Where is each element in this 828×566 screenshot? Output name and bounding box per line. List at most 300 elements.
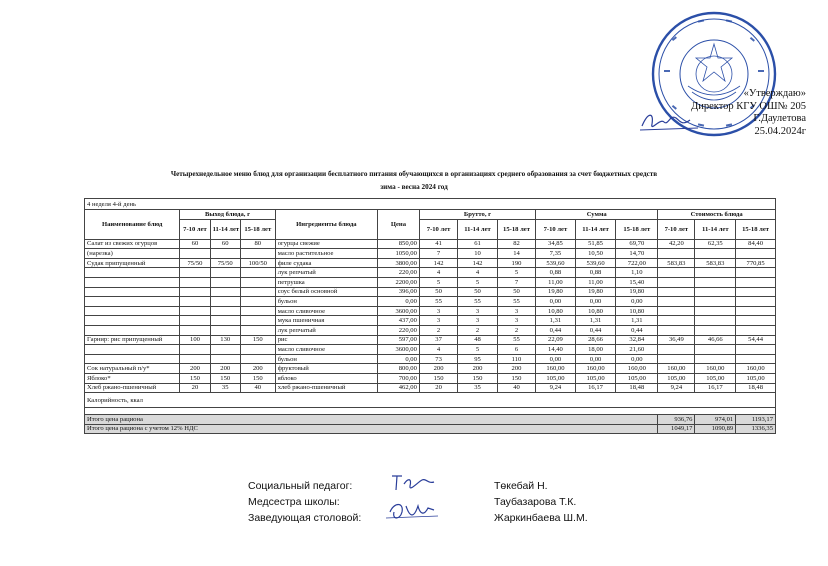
- brutto-cell: 7: [419, 249, 457, 259]
- ingredient-name: филе судака: [275, 258, 377, 268]
- signature-name: Таубазарова Т.К.: [494, 496, 577, 508]
- ingredient-name: петрушка: [275, 277, 377, 287]
- output-cell: [240, 316, 275, 326]
- calories-row: [85, 393, 776, 408]
- output-cell: 130: [210, 335, 240, 345]
- brutto-cell: 82: [497, 239, 535, 249]
- signature-role: Заведующая столовой:: [248, 512, 362, 524]
- header-dish: Наименование блюд: [85, 210, 180, 240]
- brutto-cell: 48: [458, 335, 498, 345]
- cost-cell: [736, 316, 776, 326]
- brutto-cell: 142: [419, 258, 457, 268]
- header-output-age1: 7-10 лет: [180, 219, 210, 239]
- price-cell: 2200,00: [378, 277, 420, 287]
- ingredient-name: лук репчатый: [275, 268, 377, 278]
- brutto-cell: 5: [458, 277, 498, 287]
- header-price: Цена: [378, 210, 420, 240]
- sum-cell: 22,09: [536, 335, 576, 345]
- sum-cell: 1,10: [616, 268, 658, 278]
- price-cell: 220,00: [378, 325, 420, 335]
- dish-name: [85, 277, 180, 287]
- output-cell: 75/50: [210, 258, 240, 268]
- price-cell: 0,00: [378, 354, 420, 364]
- sum-cell: 19,80: [536, 287, 576, 297]
- cost-cell: [736, 287, 776, 297]
- dish-name: Хлеб ржано-пшеничный: [85, 383, 180, 393]
- output-cell: [240, 268, 275, 278]
- cost-cell: [658, 345, 695, 355]
- brutto-cell: 190: [497, 258, 535, 268]
- dish-name: [85, 297, 180, 307]
- sum-cell: 28,66: [575, 335, 616, 345]
- sum-cell: 16,17: [575, 383, 616, 393]
- sum-cell: 10,80: [616, 306, 658, 316]
- output-cell: [180, 345, 210, 355]
- spacer-cell: [85, 408, 776, 415]
- output-cell: [210, 268, 240, 278]
- table-row: [85, 373, 776, 383]
- brutto-cell: 50: [458, 287, 498, 297]
- header-cost-age1: 7-10 лет: [658, 219, 695, 239]
- brutto-cell: 3: [419, 316, 457, 326]
- signature-name: Жаркинбаева Ш.М.: [494, 512, 588, 524]
- total-vat-value: 1090,89: [695, 424, 736, 434]
- signature-role: Социальный педагог:: [248, 480, 353, 492]
- signature-role: Медсестра школы:: [248, 496, 340, 508]
- sum-cell: 32,84: [616, 335, 658, 345]
- brutto-cell: 4: [458, 268, 498, 278]
- cost-cell: [658, 268, 695, 278]
- sum-cell: 0,44: [536, 325, 576, 335]
- brutto-cell: 55: [419, 297, 457, 307]
- price-cell: 3600,00: [378, 345, 420, 355]
- output-cell: [240, 345, 275, 355]
- ingredient-name: масло растительное: [275, 249, 377, 259]
- brutto-cell: 55: [458, 297, 498, 307]
- header-ingredients: Ингредиенты блюда: [275, 210, 377, 240]
- cost-cell: 62,35: [695, 239, 736, 249]
- brutto-cell: 20: [419, 383, 457, 393]
- signature-name: Төкебай Н.: [494, 480, 548, 492]
- menu-table: [84, 198, 776, 434]
- ingredient-name: рис: [275, 335, 377, 345]
- price-cell: 3600,00: [378, 306, 420, 316]
- table-row: [85, 297, 776, 307]
- sum-cell: 0,44: [616, 325, 658, 335]
- header-brutto: Брутто, г: [419, 210, 535, 220]
- cost-cell: [695, 345, 736, 355]
- ingredient-name: огурцы свежие: [275, 239, 377, 249]
- brutto-cell: 150: [497, 373, 535, 383]
- sum-cell: 15,40: [616, 277, 658, 287]
- brutto-cell: 110: [497, 354, 535, 364]
- brutto-cell: 2: [497, 325, 535, 335]
- table-row: [85, 287, 776, 297]
- ingredient-name: бульон: [275, 297, 377, 307]
- output-cell: [210, 277, 240, 287]
- cost-cell: [658, 277, 695, 287]
- cost-cell: [658, 325, 695, 335]
- cost-cell: 36,49: [658, 335, 695, 345]
- output-cell: 80: [240, 239, 275, 249]
- day-label: 4 неделя 4-й день: [85, 199, 776, 210]
- output-cell: [240, 277, 275, 287]
- output-cell: 60: [210, 239, 240, 249]
- output-cell: [180, 325, 210, 335]
- dish-name: [85, 316, 180, 326]
- ingredient-name: масло сливочное: [275, 345, 377, 355]
- brutto-cell: 150: [458, 373, 498, 383]
- brutto-cell: 55: [497, 335, 535, 345]
- brutto-cell: 4: [419, 268, 457, 278]
- cost-cell: [736, 277, 776, 287]
- cost-cell: 84,40: [736, 239, 776, 249]
- brutto-cell: 35: [458, 383, 498, 393]
- brutto-cell: 10: [458, 249, 498, 259]
- table-row: [85, 364, 776, 374]
- header-cost-age3: 15-18 лет: [736, 219, 776, 239]
- total-vat-label: Итого цена рациона с учетом 12% НДС: [85, 424, 658, 434]
- output-cell: [210, 316, 240, 326]
- cost-cell: 105,00: [658, 373, 695, 383]
- ingredient-name: лук репчатый: [275, 325, 377, 335]
- sum-cell: 105,00: [575, 373, 616, 383]
- output-cell: 60: [180, 239, 210, 249]
- sum-cell: 69,70: [616, 239, 658, 249]
- dish-name: Салат из свежих огурцов: [85, 239, 180, 249]
- brutto-cell: 200: [497, 364, 535, 374]
- header-sum-age2: 11-14 лет: [575, 219, 616, 239]
- social-teacher-signature: [388, 470, 438, 494]
- output-cell: [180, 316, 210, 326]
- brutto-cell: 5: [458, 345, 498, 355]
- sum-cell: 14,40: [536, 345, 576, 355]
- cost-cell: [658, 249, 695, 259]
- table-row: [85, 383, 776, 393]
- output-cell: [180, 287, 210, 297]
- brutto-cell: 55: [497, 297, 535, 307]
- sum-cell: 10,80: [575, 306, 616, 316]
- cost-cell: [658, 354, 695, 364]
- sum-cell: 0,88: [575, 268, 616, 278]
- dish-name: [85, 325, 180, 335]
- sum-cell: 105,00: [536, 373, 576, 383]
- sum-cell: 9,24: [536, 383, 576, 393]
- output-cell: [180, 277, 210, 287]
- dish-name: Сок натуральный п/у*: [85, 364, 180, 374]
- sum-cell: 51,85: [575, 239, 616, 249]
- brutto-cell: 73: [419, 354, 457, 364]
- header-brutto-age2: 11-14 лет: [458, 219, 498, 239]
- output-cell: [210, 306, 240, 316]
- brutto-cell: 5: [419, 277, 457, 287]
- sum-cell: 21,60: [616, 345, 658, 355]
- cost-cell: [736, 297, 776, 307]
- output-cell: 200: [180, 364, 210, 374]
- price-cell: 396,00: [378, 287, 420, 297]
- sum-cell: 0,88: [536, 268, 576, 278]
- cost-cell: 46,66: [695, 335, 736, 345]
- sum-cell: 19,80: [616, 287, 658, 297]
- ingredient-name: масло сливочное: [275, 306, 377, 316]
- header-cost: Стоимость блюда: [658, 210, 776, 220]
- cost-cell: 16,17: [695, 383, 736, 393]
- sum-cell: 160,00: [616, 364, 658, 374]
- sum-cell: 0,00: [536, 297, 576, 307]
- dish-name: Яблоко*: [85, 373, 180, 383]
- sum-cell: 0,00: [616, 297, 658, 307]
- cost-cell: 18,48: [736, 383, 776, 393]
- sum-cell: 722,00: [616, 258, 658, 268]
- output-cell: [240, 297, 275, 307]
- cost-cell: 54,44: [736, 335, 776, 345]
- cost-cell: [695, 316, 736, 326]
- output-cell: [210, 287, 240, 297]
- approval-line-4: 25.04.2024г: [754, 125, 806, 137]
- brutto-cell: 50: [419, 287, 457, 297]
- header-brutto-age1: 7-10 лет: [419, 219, 457, 239]
- sum-cell: 1,31: [575, 316, 616, 326]
- brutto-cell: 150: [419, 373, 457, 383]
- header-sum-age1: 7-10 лет: [536, 219, 576, 239]
- ingredient-name: фруктовый: [275, 364, 377, 374]
- sum-cell: 18,48: [616, 383, 658, 393]
- output-cell: [180, 354, 210, 364]
- sum-cell: 11,00: [536, 277, 576, 287]
- table-row: [85, 354, 776, 364]
- output-cell: [210, 297, 240, 307]
- total-value: 1193,17: [736, 415, 776, 425]
- output-cell: [240, 354, 275, 364]
- output-cell: [240, 306, 275, 316]
- menu-title-line-2: зима - весна 2024 год: [380, 183, 448, 191]
- output-cell: 200: [210, 364, 240, 374]
- output-cell: 150: [180, 373, 210, 383]
- cost-cell: [658, 306, 695, 316]
- sum-cell: 0,00: [616, 354, 658, 364]
- dish-name: (нарезка): [85, 249, 180, 259]
- menu-title-line-1: Четырехнедельное меню блюд для организации бесплатного питания обучающихся в организациях среднего образования за счет бюджетных средств: [170, 170, 658, 178]
- output-cell: 150: [210, 373, 240, 383]
- director-signature: [640, 108, 700, 134]
- cost-cell: 583,83: [658, 258, 695, 268]
- sum-cell: 539,60: [536, 258, 576, 268]
- output-cell: [240, 325, 275, 335]
- sum-cell: 10,50: [575, 249, 616, 259]
- output-cell: [210, 325, 240, 335]
- brutto-cell: 61: [458, 239, 498, 249]
- sum-cell: 160,00: [575, 364, 616, 374]
- dish-name: Судак припущенный: [85, 258, 180, 268]
- price-cell: 437,00: [378, 316, 420, 326]
- brutto-cell: 142: [458, 258, 498, 268]
- brutto-cell: 4: [419, 345, 457, 355]
- cost-cell: 105,00: [695, 373, 736, 383]
- output-cell: [180, 249, 210, 259]
- output-cell: 40: [240, 383, 275, 393]
- price-cell: 3800,00: [378, 258, 420, 268]
- sum-cell: 1,31: [536, 316, 576, 326]
- cost-cell: 160,00: [695, 364, 736, 374]
- brutto-cell: 95: [458, 354, 498, 364]
- price-cell: 597,00: [378, 335, 420, 345]
- sum-cell: 0,00: [536, 354, 576, 364]
- brutto-cell: 7: [497, 277, 535, 287]
- header-output-age2: 11-14 лет: [210, 219, 240, 239]
- cost-cell: [736, 354, 776, 364]
- brutto-cell: 37: [419, 335, 457, 345]
- calories-label: Калорийность, ккал: [85, 393, 776, 408]
- cost-cell: [695, 306, 736, 316]
- sum-cell: 160,00: [536, 364, 576, 374]
- total-row: [85, 415, 776, 425]
- output-cell: [210, 249, 240, 259]
- dish-name: [85, 354, 180, 364]
- dish-name: [85, 268, 180, 278]
- brutto-cell: 41: [419, 239, 457, 249]
- cost-cell: [736, 325, 776, 335]
- output-cell: [180, 268, 210, 278]
- canteen-head-signature: [384, 498, 440, 524]
- price-cell: 0,00: [378, 297, 420, 307]
- sum-cell: 0,00: [575, 354, 616, 364]
- cost-cell: [695, 325, 736, 335]
- total-vat-row: [85, 424, 776, 434]
- price-cell: 462,00: [378, 383, 420, 393]
- ingredient-name: соус белый основной: [275, 287, 377, 297]
- cost-cell: 160,00: [736, 364, 776, 374]
- output-cell: 75/50: [180, 258, 210, 268]
- sum-cell: 0,44: [575, 325, 616, 335]
- cost-cell: 9,24: [658, 383, 695, 393]
- output-cell: [210, 354, 240, 364]
- price-cell: 700,00: [378, 373, 420, 383]
- cost-cell: [695, 268, 736, 278]
- brutto-cell: 200: [419, 364, 457, 374]
- spacer-row: [85, 408, 776, 415]
- cost-cell: [695, 297, 736, 307]
- brutto-cell: 3: [497, 316, 535, 326]
- approval-block: [691, 88, 806, 138]
- table-row: [85, 277, 776, 287]
- cost-cell: [695, 354, 736, 364]
- output-cell: 150: [240, 373, 275, 383]
- price-cell: 800,00: [378, 364, 420, 374]
- brutto-cell: 3: [458, 316, 498, 326]
- total-value: 974,01: [695, 415, 736, 425]
- brutto-cell: 14: [497, 249, 535, 259]
- approval-line-3: Г.Даулетова: [753, 113, 806, 124]
- brutto-cell: 2: [458, 325, 498, 335]
- brutto-cell: 200: [458, 364, 498, 374]
- brutto-cell: 3: [419, 306, 457, 316]
- output-cell: [210, 345, 240, 355]
- total-vat-value: 1049,17: [658, 424, 695, 434]
- price-cell: 220,00: [378, 268, 420, 278]
- header-sum-age3: 15-18 лет: [616, 219, 658, 239]
- output-cell: [240, 249, 275, 259]
- total-value: 936,76: [658, 415, 695, 425]
- ingredient-name: яблоко: [275, 373, 377, 383]
- sum-cell: 11,00: [575, 277, 616, 287]
- header-brutto-age3: 15-18 лет: [497, 219, 535, 239]
- output-cell: 100/50: [240, 258, 275, 268]
- cost-cell: [658, 297, 695, 307]
- brutto-cell: 50: [497, 287, 535, 297]
- sum-cell: 105,00: [616, 373, 658, 383]
- price-cell: 1050,00: [378, 249, 420, 259]
- brutto-cell: 3: [497, 306, 535, 316]
- cost-cell: [736, 345, 776, 355]
- ingredient-name: бульон: [275, 354, 377, 364]
- header-output-age3: 15-18 лет: [240, 219, 275, 239]
- header-output: Выход блюда, г: [180, 210, 275, 220]
- cost-cell: [736, 268, 776, 278]
- output-cell: [240, 287, 275, 297]
- dish-name: [85, 306, 180, 316]
- sum-cell: 34,85: [536, 239, 576, 249]
- output-cell: [180, 297, 210, 307]
- ingredient-name: мука пшеничная: [275, 316, 377, 326]
- table-row: [85, 239, 776, 249]
- cost-cell: [658, 316, 695, 326]
- cost-cell: 583,83: [695, 258, 736, 268]
- table-row: [85, 335, 776, 345]
- table-row: [85, 249, 776, 259]
- cost-cell: [658, 287, 695, 297]
- sum-cell: 7,35: [536, 249, 576, 259]
- output-cell: 200: [240, 364, 275, 374]
- sum-cell: 0,00: [575, 297, 616, 307]
- table-row: [85, 268, 776, 278]
- output-cell: 150: [240, 335, 275, 345]
- sum-cell: 10,80: [536, 306, 576, 316]
- table-row: [85, 345, 776, 355]
- total-label: Итого цена рациона: [85, 415, 658, 425]
- brutto-cell: 6: [497, 345, 535, 355]
- brutto-cell: 2: [419, 325, 457, 335]
- output-cell: 35: [210, 383, 240, 393]
- ingredient-name: хлеб ржано-пшеничный: [275, 383, 377, 393]
- output-cell: 20: [180, 383, 210, 393]
- table-row: [85, 325, 776, 335]
- dish-name: [85, 345, 180, 355]
- dish-name: [85, 287, 180, 297]
- price-cell: 850,00: [378, 239, 420, 249]
- cost-cell: 160,00: [658, 364, 695, 374]
- sum-cell: 539,60: [575, 258, 616, 268]
- output-cell: 100: [180, 335, 210, 345]
- brutto-cell: 40: [497, 383, 535, 393]
- total-vat-value: 1336,35: [736, 424, 776, 434]
- table-row: [85, 316, 776, 326]
- cost-cell: 770,85: [736, 258, 776, 268]
- table-row: [85, 258, 776, 268]
- cost-cell: [736, 306, 776, 316]
- header-cost-age2: 11-14 лет: [695, 219, 736, 239]
- table-row: [85, 306, 776, 316]
- cost-cell: 42,20: [658, 239, 695, 249]
- dish-name: Гарнир: рис припущенный: [85, 335, 180, 345]
- sum-cell: 14,70: [616, 249, 658, 259]
- cost-cell: [695, 277, 736, 287]
- approval-line-1: «Утверждаю»: [743, 88, 806, 99]
- brutto-cell: 3: [458, 306, 498, 316]
- approval-line-2: Директор КГУ ОШ№ 205: [691, 100, 806, 112]
- cost-cell: [695, 249, 736, 259]
- brutto-cell: 5: [497, 268, 535, 278]
- cost-cell: [695, 287, 736, 297]
